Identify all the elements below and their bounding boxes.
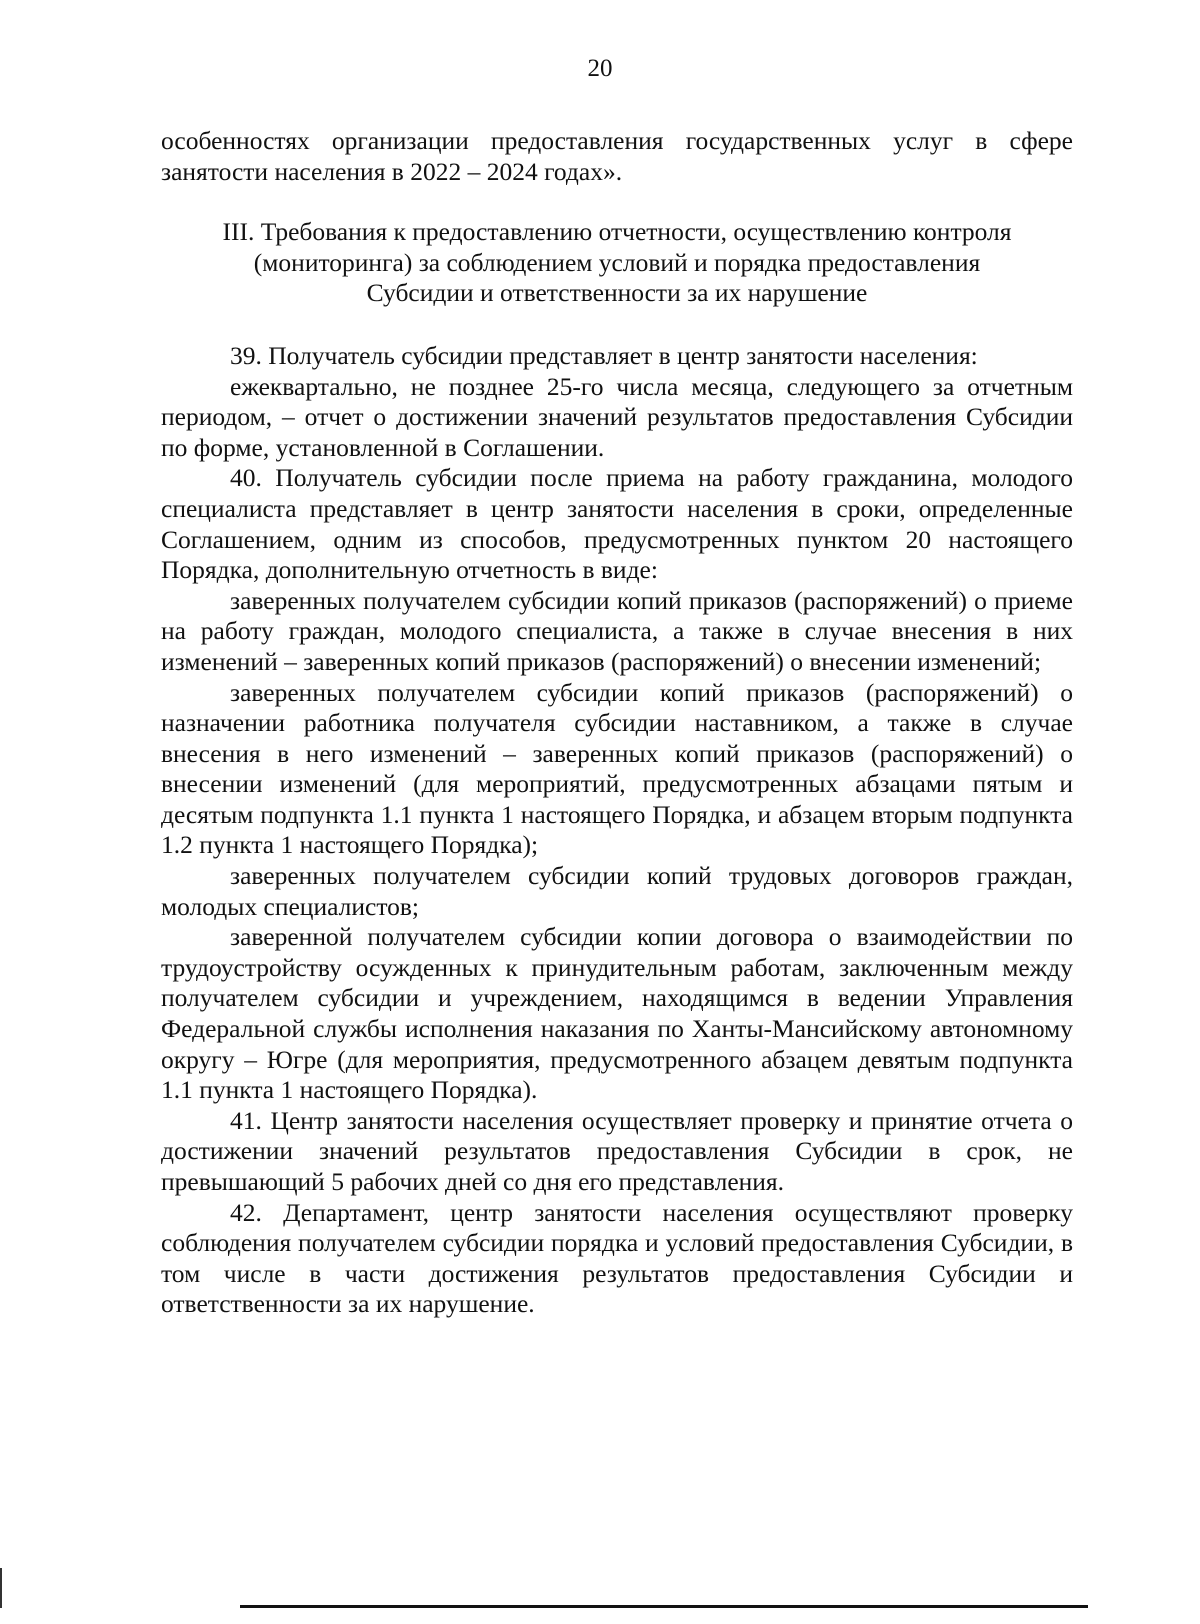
paragraph-40: 40. Получатель субсидии после приема на работу гражданина, молодого специалиста представляет в центр занятости населения в сроки, определенные Соглашением, одним из способов, предусмотренных пунктом 20 настоящего Порядка, дополнительную отчетность в виде: — [161, 463, 1073, 585]
section-heading — [161, 217, 1073, 309]
intro-paragraph: особенностях организации предоставления государственных услуг в сфере занятости населения в 2022 – 2024 годах». — [161, 126, 1073, 186]
footer-rule — [240, 1605, 1088, 1608]
document-body — [161, 126, 1073, 1320]
scan-edge-mark — [0, 1568, 2, 1608]
paragraph-40-labor-contracts: заверенных получателем субсидии копий трудовых договоров граждан, молодых специалистов; — [161, 861, 1073, 921]
paragraph-39: 39. Получатель субсидии представляет в центр занятости населения: — [230, 340, 978, 370]
section-heading-line-1: III. Требования к предоставлению отчетности, осуществлению контроля — [222, 217, 1012, 247]
paragraph-40-cooperation-agreement: заверенной получателем субсидии копии договора о взаимодействии по трудоустройству осужденных к принудительным работам, заключенным между получателем субсидии и учреждением, находящимся в ведении Управления Федеральной службы исполнения наказания по Ханты-Мансийскому автономному округу – Югре (для мероприятия, предусмотренного абзацем девятым подпункта 1.1 пункта 1 настоящего Порядка). — [161, 922, 1073, 1105]
paragraph-40-mentor-orders: заверенных получателем субсидии копий приказов (распоряжений) о назначении работника получателя субсидии наставником, а также в случае внесения в него изменений – заверенных копий приказов (распоряжений) о внесении изменений (для мероприятий, предусмотренных абзацами пятым и десятым подпункта 1.1 пункта 1 настоящего Порядка, и абзацем вторым подпункта 1.2 пункта 1 настоящего Порядка); — [161, 677, 1073, 860]
page-number: 20 — [587, 55, 613, 82]
section-heading-line-3: Субсидии и ответственности за их нарушение — [366, 278, 868, 308]
section-heading-line-2: (мониторинга) за соблюдением условий и порядка предоставления — [253, 247, 981, 277]
paragraph-42: 42. Департамент, центр занятости населения осуществляют проверку соблюдения получателем субсидии порядка и условий предоставления Субсидии, в том числе в части достижения результатов предоставления Субсидии и ответственности за их нарушение. — [161, 1197, 1073, 1319]
paragraph-41: 41. Центр занятости населения осуществляет проверку и принятие отчета о достижении значений результатов предоставления Субсидии в срок, не превышающий 5 рабочих дней со дня его представления. — [161, 1105, 1073, 1196]
paragraph-39-quarterly-report: ежеквартально, не позднее 25-го числа месяца, следующего за отчетным периодом, – отчет о достижении значений результатов предоставления Субсидии по форме, установленной в Соглашении. — [161, 371, 1073, 462]
paragraph-40-hiring-orders: заверенных получателем субсидии копий приказов (распоряжений) о приеме на работу граждан, молодого специалиста, а также в случае внесения в них изменений – заверенных копий приказов (распоряжений) о внесении изменений; — [161, 585, 1073, 676]
